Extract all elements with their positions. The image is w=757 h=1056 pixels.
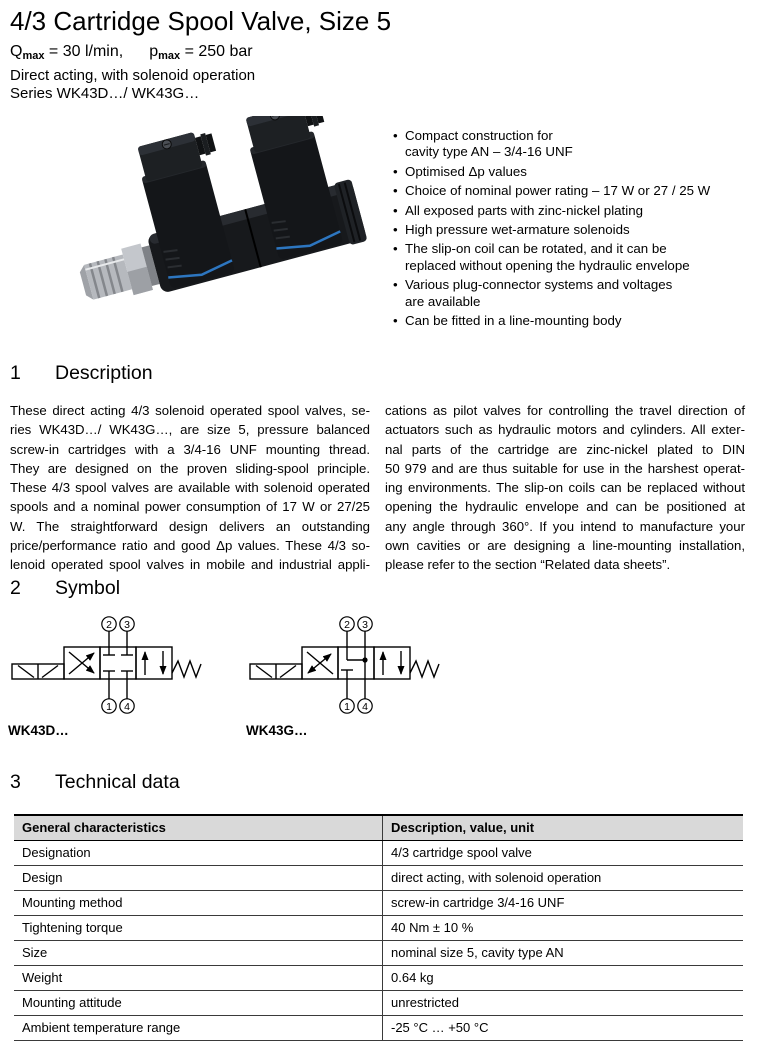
ratings-line	[10, 43, 255, 65]
product-photo	[74, 116, 384, 356]
bullet-icon: •	[393, 183, 398, 199]
list-item: • Choice of nominal power rating – 17 W or 27 / 25 W	[393, 183, 711, 199]
section-number: 3	[10, 771, 21, 793]
port-label: 3	[124, 618, 130, 631]
bullet-icon: •	[393, 163, 398, 179]
table-row: Weight 0.64 kg	[14, 966, 743, 991]
port-label: 4	[362, 700, 368, 713]
page-title: 4/3 Cartridge Spool Valve, Size 5	[10, 6, 392, 36]
spring-icon	[172, 661, 201, 677]
symbol-label-wk43d: WK43D…	[8, 723, 69, 738]
table-row: Design direct acting, with solenoid operation	[14, 866, 743, 891]
list-item: • The slip-on coil can be rotated, and it can be replaced without opening the hydraulic envelope	[393, 241, 690, 273]
bullet-icon: •	[393, 277, 398, 293]
bullet-icon: •	[393, 241, 398, 257]
subtitle-block	[10, 43, 255, 103]
port-label: 1	[344, 700, 350, 713]
list-item: • Various plug-connector systems and voltages are available	[393, 277, 673, 309]
symbol-wk43d	[8, 615, 233, 738]
section-heading-symbol	[10, 577, 120, 600]
p-value: = 250 bar	[180, 43, 253, 60]
subtitle-line-3: Series WK43D…/ WK43G…	[10, 85, 200, 102]
port-label: 2	[344, 618, 350, 631]
description-body	[10, 401, 745, 575]
table-row: Tightening torque 40 Nm ± 10 %	[14, 916, 743, 941]
table-row: Mounting method screw-in cartridge 3/4-16 UNF	[14, 891, 743, 916]
bullet-icon: •	[393, 128, 398, 143]
symbol-label-wk43g: WK43G…	[246, 723, 308, 738]
list-item: • Compact construction for cavity type AN – 3/4-16 UNF	[393, 128, 573, 160]
p-subscript: max	[158, 50, 181, 62]
table-row: Mounting attitude unrestricted	[14, 991, 743, 1016]
table-row: Designation 4/3 cartridge spool valve	[14, 841, 743, 866]
symbol-figures	[0, 615, 757, 755]
section-title: Technical data	[55, 771, 180, 793]
table-header-row	[14, 816, 743, 841]
port-label: 4	[124, 700, 130, 713]
bullet-icon: •	[393, 313, 398, 329]
hydraulic-symbol-wk43g	[246, 615, 464, 715]
section-title: Description	[55, 362, 153, 384]
port-label: 3	[362, 618, 368, 631]
description-left-column: These direct acting 4/3 solenoid operated spool valves, se- ries WK43D…/ WK43G…, are size 5, pressure balanced screw-in cartridges with a 3/4-16 UNF mounting thread. They are designed on the proven sliding-spool principle. These 4/3 spool valves are available with solenoid operated spools and a nominal power consumption of 17 W or 27/25 W. The straightforward design delivers an outstanding price/performance ratio and good Δp values. These 4/3 so- lenoid operated spool valves in mobile and industrial appli-	[10, 403, 370, 573]
list-item: • All exposed parts with zinc-nickel plating	[393, 202, 643, 218]
spring-icon	[410, 661, 439, 677]
bullet-icon: •	[393, 222, 398, 238]
p-symbol: p	[149, 43, 159, 60]
section-number: 1	[10, 362, 21, 384]
table-header-general: General characteristics	[22, 820, 166, 835]
feature-list	[393, 128, 741, 332]
section-title: Symbol	[55, 577, 121, 599]
technical-data-table	[14, 814, 743, 1041]
subtitle-line-2: Direct acting, with solenoid operation	[10, 67, 256, 84]
cartridge-thread	[78, 254, 132, 301]
description-right-column: cations as pilot valves for controlling the travel direction of actuators such as hydraulic motors and cylinders. All exter- nal parts of the cartridge are zinc-nickel plated to DIN 50 979 and are thus suitable for use in the harshest operat- ing environments. The slip-on coils can be replaced without opening the hydraulic envelope and can be positioned at any angle through 360°. If you intend to manufacture your own cavities or are designing a line-mounting installation, please refer to the section “Related data sheets”.	[385, 403, 745, 573]
q-symbol: Q	[10, 43, 23, 60]
symbol-wk43g	[246, 615, 471, 738]
table-row: Size nominal size 5, cavity type AN	[14, 941, 743, 966]
hydraulic-symbol-wk43d	[8, 615, 226, 715]
port-label: 1	[106, 700, 112, 713]
section-heading-description	[10, 362, 153, 385]
section-number: 2	[10, 577, 21, 599]
q-value: = 30 l/min,	[44, 43, 124, 60]
q-subscript: max	[22, 50, 45, 62]
port-label: 2	[106, 618, 112, 631]
list-item: • Optimised Δp values	[393, 163, 527, 179]
table-header-description: Description, value, unit	[382, 816, 743, 840]
section-heading-technical-data	[10, 771, 180, 794]
bullet-icon: •	[393, 202, 398, 218]
list-item: • Can be fitted in a line-mounting body	[393, 313, 622, 329]
list-item: • High pressure wet-armature solenoids	[393, 222, 630, 238]
table-row: Ambient temperature range -25 °C … +50 °C	[14, 1016, 743, 1041]
